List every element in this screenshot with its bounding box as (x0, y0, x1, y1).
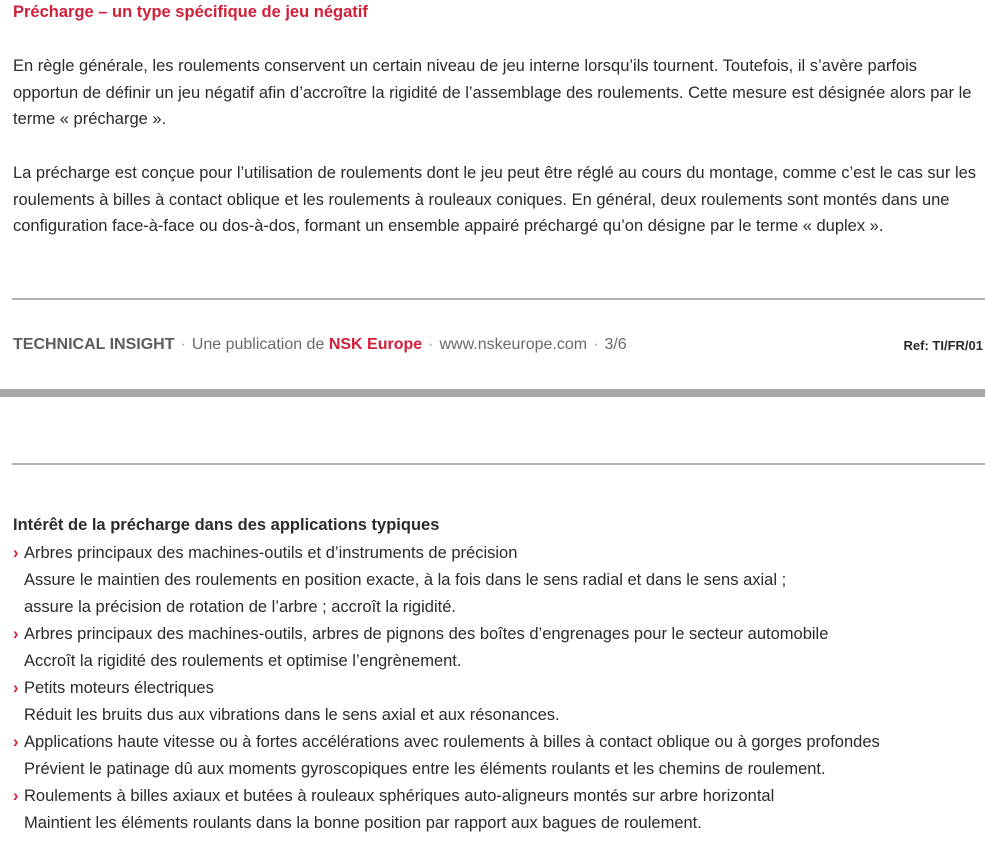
footer-separator: · (180, 336, 186, 353)
application-description: Maintient les éléments roulants dans la bonne position par rapport aux bagues de roulement. (24, 814, 702, 832)
page-break-band (0, 389, 985, 397)
page-footer (13, 336, 627, 354)
footer-brand: TECHNICAL INSIGHT (13, 336, 175, 353)
footer-website-link[interactable]: www.nskeurope.com (439, 336, 588, 353)
footer-publication-prefix: Une publication de (191, 336, 325, 353)
application-item (13, 621, 985, 648)
chevron-right-icon: › (13, 544, 19, 562)
application-heading: Petits moteurs électriques (24, 679, 214, 697)
applications-list (13, 540, 985, 837)
divider (12, 463, 985, 465)
application-description: Accroît la rigidité des roulements et optimise l’engrènement. (24, 652, 462, 670)
application-description: Réduit les bruits dus aux vibrations dans le sens axial et aux résonances. (24, 706, 560, 724)
footer-company: NSK Europe (328, 336, 423, 353)
intro-paragraph: En règle générale, les roulements conservent un certain niveau de jeu interne lorsqu’ils tournent. Toutefois, il s’avère parfois opportun de définir un jeu négatif afin d’accroître la rigidité de l’assemblage des roulements. Cette mesure est désignée alors par le terme « précharge ». (13, 57, 972, 128)
footer-reference: Ref: TI/FR/01 (903, 338, 983, 353)
application-item (13, 540, 985, 567)
chevron-right-icon: › (13, 679, 19, 697)
application-heading: Applications haute vitesse ou à fortes accélérations avec roulements à billes à contact oblique ou à gorges profondes (24, 733, 880, 751)
chevron-right-icon: › (13, 733, 19, 751)
application-description: Prévient le patinage dû aux moments gyroscopiques entre les éléments roulants et les chemins de roulement. (24, 760, 826, 778)
divider (12, 298, 985, 300)
application-heading: Arbres principaux des machines-outils, arbres de pignons des boîtes d’engrenages pour le secteur automobile (24, 625, 829, 643)
application-heading: Arbres principaux des machines-outils et d’instruments de précision (24, 544, 518, 562)
footer-separator: · (428, 336, 434, 353)
chevron-right-icon: › (13, 625, 19, 643)
preload-paragraph: La précharge est conçue pour l’utilisation de roulements dont le jeu peut être réglé au cours du montage, comme c’est le cas sur les roulements à billes à contact oblique et les roulements à rouleaux coniques. En général, deux roulements sont montés dans une configuration face-à-face ou dos-à-dos, formant un ensemble appairé préchargé qu’on désigne par le terme « duplex ». (13, 164, 977, 235)
applications-title: Intérêt de la précharge dans des applications typiques (13, 516, 440, 534)
application-description: Assure le maintien des roulements en position exacte, à la fois dans le sens radial et dans le sens axial ; (24, 571, 787, 589)
application-heading: Roulements à billes axiaux et butées à rouleaux sphériques auto-aligneurs montés sur arbre horizontal (24, 787, 775, 805)
footer-page-number: 3/6 (604, 336, 627, 353)
application-description: assure la précision de rotation de l’arbre ; accroît la rigidité. (24, 598, 456, 616)
footer-separator: · (593, 336, 599, 353)
chevron-right-icon: › (13, 787, 19, 805)
application-item (13, 783, 985, 810)
application-item (13, 729, 985, 756)
application-item (13, 675, 985, 702)
section-title: Précharge – un type spécifique de jeu négatif (13, 3, 368, 21)
